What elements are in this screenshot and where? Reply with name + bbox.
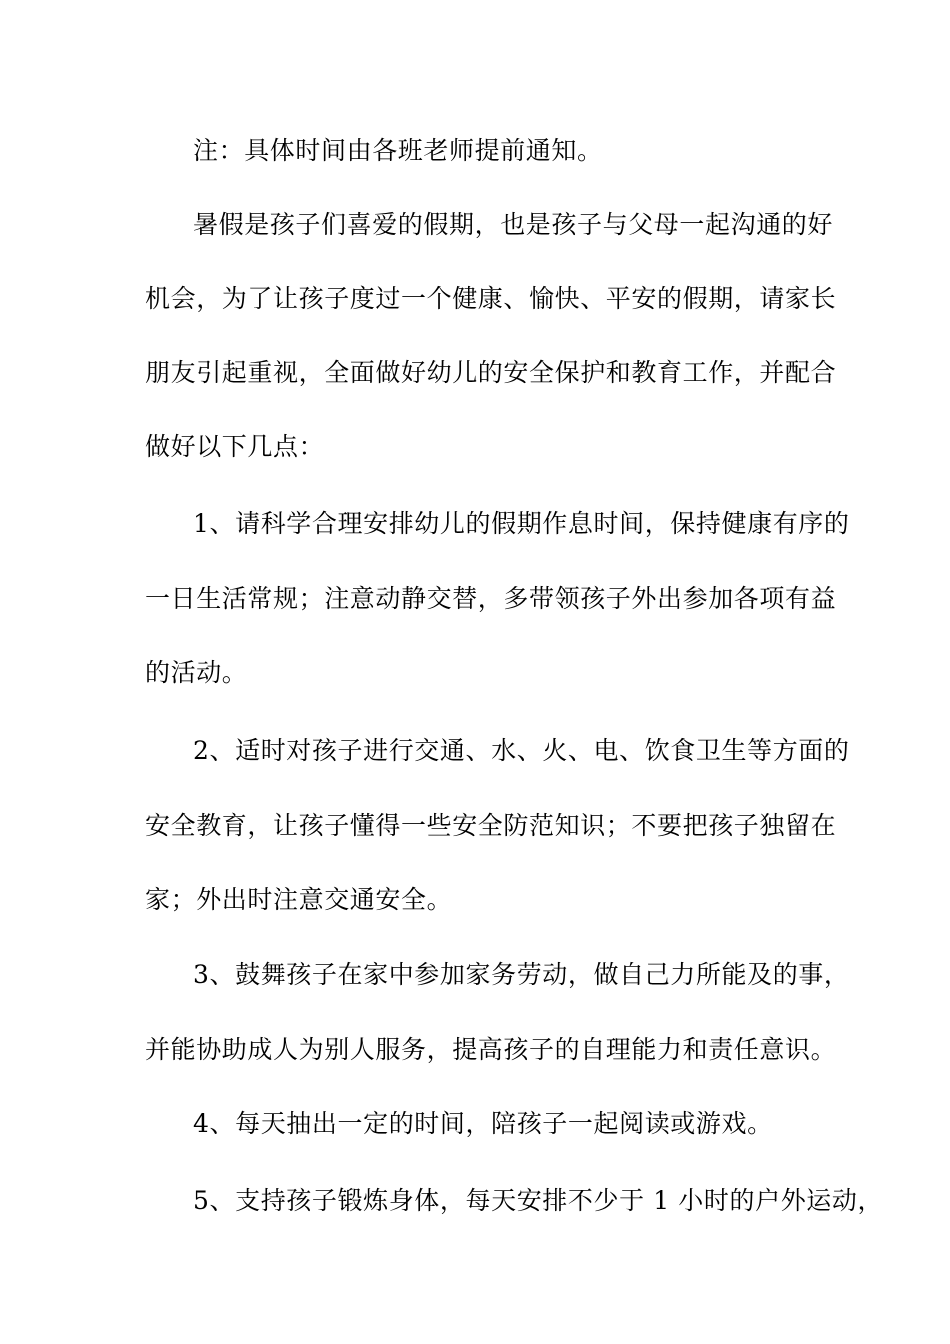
item-2-line-1: 2、适时对孩子进行交通、水、火、电、饮食卫生等方面的 [193,736,850,765]
paragraph-intro-line-2: 机会，为了让孩子度过一个健康、愉快、平安的假期，请家长 [145,284,837,313]
item-5-line-1: 5、支持孩子锻炼身体，每天安排不少于 1 小时的户外运动， [193,1186,884,1215]
paragraph-intro-line-4: 做好以下几点： [145,432,325,461]
item-3-line-2: 并能协助成人为别人服务，提高孩子的自理能力和责任意识。 [145,1035,837,1064]
note-line: 注：具体时间由各班老师提前通知。 [193,136,603,165]
item-1-line-2: 一日生活常规；注意动静交替，多带领孩子外出参加各项有益 [145,584,837,613]
item-2-line-3: 家；外出时注意交通安全。 [145,885,453,914]
paragraph-intro-line-1: 暑假是孩子们喜爱的假期，也是孩子与父母一起沟通的好 [193,210,834,239]
item-1-line-3: 的活动。 [145,658,248,687]
item-1-line-1: 1、请科学合理安排幼儿的假期作息时间，保持健康有序的 [193,509,850,538]
paragraph-intro-line-3: 朋友引起重视，全面做好幼儿的安全保护和教育工作，并配合 [145,358,837,387]
item-4-line-1: 4、每天抽出一定的时间，陪孩子一起阅读或游戏。 [193,1109,773,1138]
item-2-line-2: 安全教育，让孩子懂得一些安全防范知识；不要把孩子独留在 [145,811,837,840]
item-3-line-1: 3、鼓舞孩子在家中参加家务劳动，做自己力所能及的事， [193,960,850,989]
